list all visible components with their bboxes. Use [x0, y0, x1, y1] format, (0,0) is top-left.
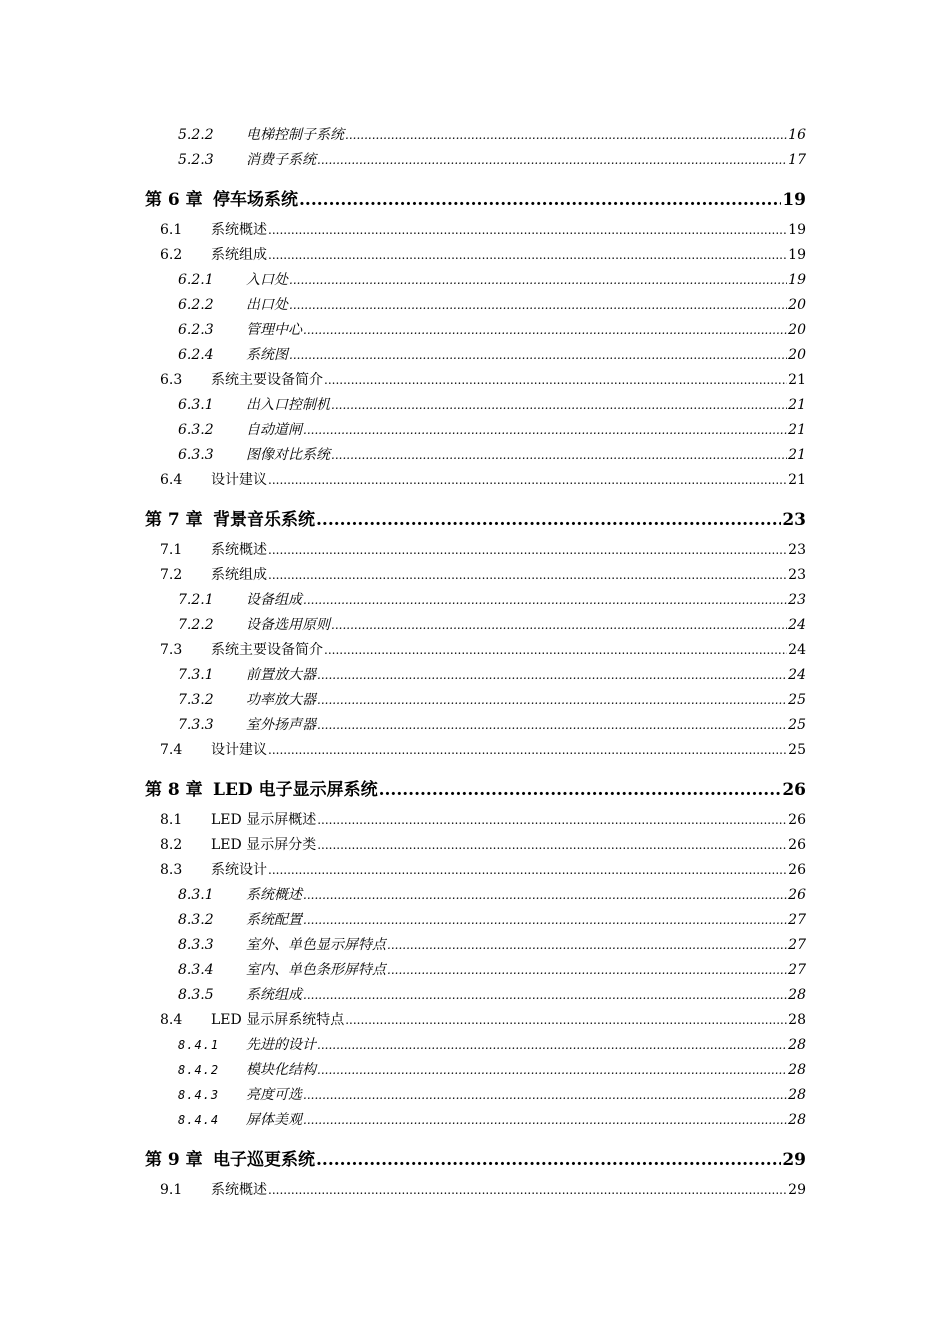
toc-subsection-entry[interactable] — [145, 614, 806, 639]
page-number: 23 — [782, 510, 806, 530]
toc-chapter-entry[interactable] — [145, 775, 806, 800]
entry-number: 5.2.3 — [178, 152, 214, 168]
dot-leader — [289, 273, 787, 287]
page-number: 23 — [788, 567, 806, 583]
toc-subsection-entry[interactable] — [145, 714, 806, 739]
dot-leader — [345, 128, 787, 142]
entry-title: 出入口控制机 — [246, 397, 330, 413]
entry-title: 系统主要设备简介 — [211, 642, 323, 658]
dot-leader — [303, 323, 787, 337]
page-number: 23 — [788, 542, 806, 558]
entry-number: 8.3.4 — [178, 962, 214, 978]
page-number: 20 — [788, 322, 806, 338]
page-number: 19 — [788, 222, 806, 238]
entry-number: 6.2.4 — [178, 347, 214, 363]
page-number: 21 — [788, 447, 806, 463]
entry-title: LED 显示屏概述 — [211, 812, 317, 828]
entry-number: 8.1 — [160, 812, 183, 828]
entry-title: 设计建议 — [211, 472, 267, 488]
entry-title: 系统配置 — [246, 912, 302, 928]
entry-title: 管理中心 — [246, 322, 302, 338]
page-number: 28 — [788, 1062, 806, 1078]
dot-leader — [303, 593, 787, 607]
page-number: 19 — [788, 247, 806, 263]
page-number: 25 — [788, 692, 806, 708]
dot-leader — [317, 718, 787, 732]
toc-subsection-entry[interactable] — [145, 589, 806, 614]
entry-number: 8.3.3 — [178, 937, 214, 953]
dot-leader — [345, 1013, 787, 1027]
entry-number: 6.4 — [160, 472, 183, 488]
page-number: 20 — [788, 347, 806, 363]
entry-title: LED 显示屏分类 — [211, 837, 317, 853]
page-number: 16 — [788, 127, 806, 143]
dot-leader — [303, 913, 787, 927]
toc-subsection-entry[interactable] — [145, 444, 806, 469]
page-number: 26 — [782, 780, 806, 800]
page-number: 25 — [788, 717, 806, 733]
entry-title: 设备选用原则 — [246, 617, 330, 633]
table-of-contents — [145, 124, 806, 1204]
entry-number: 9.1 — [160, 1182, 183, 1198]
entry-number: 6.2.1 — [178, 272, 214, 288]
toc-subsection-entry[interactable] — [145, 1084, 806, 1109]
entry-title: 系统组成 — [211, 247, 267, 263]
dot-leader — [289, 298, 787, 312]
toc-subsection-entry[interactable] — [145, 909, 806, 934]
toc-subsection-entry[interactable] — [145, 149, 806, 174]
entry-title: 系统图 — [246, 347, 288, 363]
page-number: 19 — [782, 190, 806, 210]
entry-number: 7.4 — [160, 742, 183, 758]
toc-subsection-entry[interactable] — [145, 294, 806, 319]
entry-number: 8.4 — [160, 1012, 183, 1028]
toc-subsection-entry[interactable] — [145, 269, 806, 294]
entry-title: 室外、单色显示屏特点 — [246, 937, 386, 953]
toc-chapter-entry[interactable] — [145, 185, 806, 210]
page-number: 23 — [788, 592, 806, 608]
toc-subsection-entry[interactable] — [145, 984, 806, 1009]
entry-title: 设计建议 — [211, 742, 267, 758]
page-number: 19 — [788, 272, 806, 288]
entry-number: 6.3 — [160, 372, 183, 388]
entry-title: 设备组成 — [246, 592, 302, 608]
dot-leader — [317, 693, 787, 707]
entry-title: LED 显示屏系统特点 — [211, 1012, 345, 1028]
entry-number: 6.2 — [160, 247, 183, 263]
entry-number: 8.2 — [160, 837, 183, 853]
toc-section-entry[interactable] — [145, 859, 806, 884]
entry-number: 6.3.1 — [178, 397, 214, 413]
toc-section-entry[interactable] — [145, 739, 806, 764]
page-number: 28 — [788, 987, 806, 1003]
dot-leader — [303, 1088, 787, 1102]
toc-section-entry[interactable] — [145, 639, 806, 664]
entry-title: 功率放大器 — [246, 692, 316, 708]
dot-leader — [331, 618, 787, 632]
entry-number: 8.4.1 — [178, 1038, 220, 1052]
entry-title: 系统主要设备简介 — [211, 372, 323, 388]
entry-number: 7.1 — [160, 542, 183, 558]
toc-subsection-entry[interactable] — [145, 124, 806, 149]
page-number: 21 — [788, 372, 806, 388]
entry-number: 8.4.2 — [178, 1063, 220, 1077]
toc-section-entry[interactable] — [145, 809, 806, 834]
toc-chapter-entry[interactable] — [145, 1145, 806, 1170]
toc-subsection-entry[interactable] — [145, 1059, 806, 1084]
entry-title: 电子巡更系统 — [213, 1150, 315, 1170]
toc-subsection-entry[interactable] — [145, 689, 806, 714]
dot-leader — [316, 510, 781, 530]
page-number: 26 — [788, 887, 806, 903]
entry-title: 屏体美观 — [246, 1112, 302, 1128]
dot-leader — [331, 398, 787, 412]
dot-leader — [268, 863, 787, 877]
dot-leader — [324, 643, 787, 657]
toc-subsection-entry[interactable] — [145, 1109, 806, 1134]
page-number: 24 — [788, 617, 806, 633]
entry-number: 第 8 章 — [145, 780, 203, 800]
entry-number: 8.3.1 — [178, 887, 214, 903]
toc-section-entry[interactable] — [145, 369, 806, 394]
entry-title: LED 电子显示屏系统 — [213, 780, 378, 800]
page-number: 26 — [788, 837, 806, 853]
entry-number: 6.2.2 — [178, 297, 214, 313]
dot-leader — [331, 448, 787, 462]
entry-title: 先进的设计 — [246, 1037, 316, 1053]
entry-number: 第 6 章 — [145, 190, 203, 210]
page-number: 29 — [782, 1150, 806, 1170]
dot-leader — [379, 780, 782, 800]
toc-subsection-entry[interactable] — [145, 934, 806, 959]
page-number: 20 — [788, 297, 806, 313]
toc-subsection-entry[interactable] — [145, 884, 806, 909]
entry-number: 7.3.2 — [178, 692, 214, 708]
entry-number: 6.2.3 — [178, 322, 214, 338]
entry-title: 系统组成 — [246, 987, 302, 1003]
entry-title: 系统组成 — [211, 567, 267, 583]
dot-leader — [316, 1150, 781, 1170]
entry-number: 5.2.2 — [178, 127, 214, 143]
toc-section-entry[interactable] — [145, 539, 806, 564]
page-number: 29 — [788, 1182, 806, 1198]
page-number: 21 — [788, 472, 806, 488]
entry-number: 8.4.4 — [178, 1113, 220, 1127]
page-number: 27 — [788, 912, 806, 928]
page-number: 25 — [788, 742, 806, 758]
entry-number: 7.3.1 — [178, 667, 214, 683]
dot-leader — [387, 938, 787, 952]
entry-title: 前置放大器 — [246, 667, 316, 683]
dot-leader — [268, 743, 787, 757]
entry-title: 模块化结构 — [246, 1062, 316, 1078]
entry-number: 7.2 — [160, 567, 183, 583]
entry-title: 系统概述 — [211, 1182, 267, 1198]
dot-leader — [268, 473, 787, 487]
entry-number: 8.4.3 — [178, 1088, 220, 1102]
dot-leader — [387, 963, 787, 977]
dot-leader — [268, 248, 787, 262]
dot-leader — [268, 1183, 787, 1197]
entry-number: 6.1 — [160, 222, 183, 238]
toc-subsection-entry[interactable] — [145, 664, 806, 689]
entry-number: 第 7 章 — [145, 510, 203, 530]
toc-section-entry[interactable] — [145, 1179, 806, 1204]
page-number: 28 — [788, 1087, 806, 1103]
dot-leader — [303, 423, 787, 437]
toc-subsection-entry[interactable] — [145, 419, 806, 444]
toc-section-entry[interactable] — [145, 469, 806, 494]
dot-leader — [303, 1113, 787, 1127]
page-number: 28 — [788, 1112, 806, 1128]
toc-subsection-entry[interactable] — [145, 394, 806, 419]
dot-leader — [317, 813, 787, 827]
dot-leader — [268, 568, 787, 582]
entry-title: 系统概述 — [211, 542, 267, 558]
page-number: 24 — [788, 667, 806, 683]
entry-title: 系统概述 — [211, 222, 267, 238]
entry-number: 7.3 — [160, 642, 183, 658]
toc-subsection-entry[interactable] — [145, 344, 806, 369]
page-number: 17 — [788, 152, 806, 168]
entry-title: 消费子系统 — [246, 152, 316, 168]
dot-leader — [299, 190, 781, 210]
entry-number: 第 9 章 — [145, 1150, 203, 1170]
page-number: 27 — [788, 937, 806, 953]
entry-title: 停车场系统 — [213, 190, 298, 210]
page-number: 28 — [788, 1037, 806, 1053]
entry-title: 自动道闸 — [246, 422, 302, 438]
entry-number: 8.3.2 — [178, 912, 214, 928]
page-number: 26 — [788, 812, 806, 828]
entry-title: 图像对比系统 — [246, 447, 330, 463]
page-number: 24 — [788, 642, 806, 658]
page-number: 27 — [788, 962, 806, 978]
toc-section-entry[interactable] — [145, 564, 806, 589]
toc-section-entry[interactable] — [145, 1009, 806, 1034]
entry-title: 亮度可选 — [246, 1087, 302, 1103]
entry-number: 7.3.3 — [178, 717, 214, 733]
entry-number: 6.3.3 — [178, 447, 214, 463]
page-number: 28 — [788, 1012, 806, 1028]
dot-leader — [317, 668, 787, 682]
entry-number: 8.3.5 — [178, 987, 214, 1003]
entry-number: 8.3 — [160, 862, 183, 878]
entry-title: 室外扬声器 — [246, 717, 316, 733]
dot-leader — [289, 348, 787, 362]
dot-leader — [303, 988, 787, 1002]
page-number: 26 — [788, 862, 806, 878]
toc-section-entry[interactable] — [145, 219, 806, 244]
dot-leader — [317, 153, 787, 167]
entry-number: 7.2.2 — [178, 617, 214, 633]
entry-number: 7.2.1 — [178, 592, 214, 608]
entry-title: 电梯控制子系统 — [246, 127, 344, 143]
toc-subsection-entry[interactable] — [145, 959, 806, 984]
dot-leader — [317, 1038, 787, 1052]
entry-title: 系统概述 — [246, 887, 302, 903]
toc-chapter-entry[interactable] — [145, 505, 806, 530]
entry-title: 室内、单色条形屏特点 — [246, 962, 386, 978]
toc-subsection-entry[interactable] — [145, 1034, 806, 1059]
dot-leader — [317, 838, 787, 852]
page-number: 21 — [788, 422, 806, 438]
entry-title: 背景音乐系统 — [213, 510, 315, 530]
dot-leader — [324, 373, 787, 387]
dot-leader — [268, 543, 787, 557]
dot-leader — [317, 1063, 787, 1077]
page-number: 21 — [788, 397, 806, 413]
toc-section-entry[interactable] — [145, 834, 806, 859]
dot-leader — [268, 223, 787, 237]
toc-subsection-entry[interactable] — [145, 319, 806, 344]
dot-leader — [303, 888, 787, 902]
toc-section-entry[interactable] — [145, 244, 806, 269]
entry-title: 出口处 — [246, 297, 288, 313]
entry-title: 系统设计 — [211, 862, 267, 878]
entry-number: 6.3.2 — [178, 422, 214, 438]
entry-title: 入口处 — [246, 272, 288, 288]
